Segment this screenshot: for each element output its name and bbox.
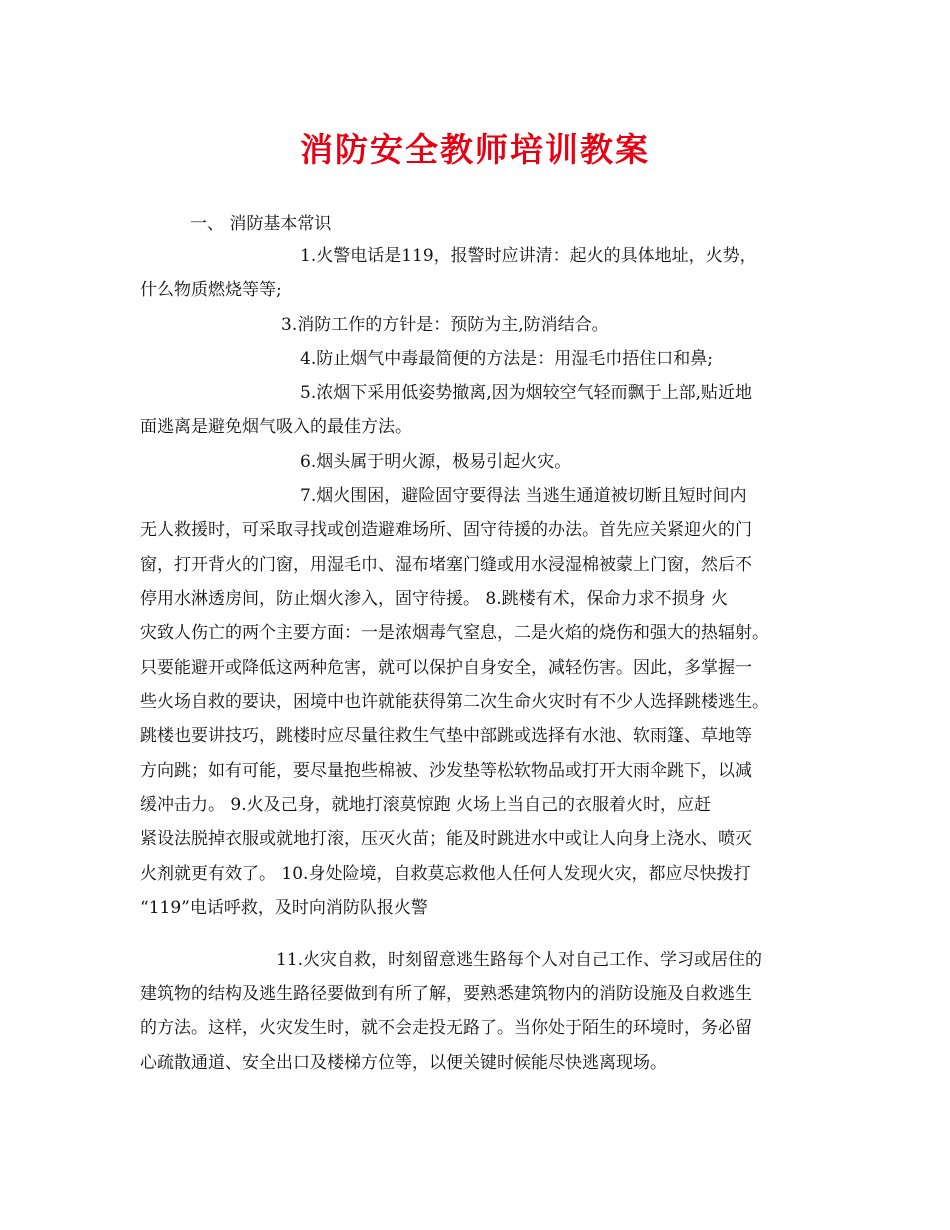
- section-heading: 一、 消防基本常识: [190, 214, 332, 234]
- paragraph-line: 些火场自救的要诀，困境中也许就能获得第二次生命火灾时有不少人选择跳楼逃生。: [140, 692, 769, 712]
- paragraph-line: 心疏散通道、安全出口及楼梯方位等，以便关键时候能尽快逃离现场。: [140, 1053, 667, 1073]
- paragraph-line: 7.烟火围困，避险固守要得法 当逃生通道被切断且短时间内: [300, 486, 747, 506]
- paragraph-line: 的方法。这样，火灾发生时，就不会走投无路了。当你处于陌生的环境时，务必留: [140, 1018, 752, 1038]
- paragraph-line: 紧设法脱掉衣服或就地打滚，压灭火苗；能及时跳进水中或让人向身上浇水、喷灭: [140, 829, 752, 849]
- paragraph-line: 3.消防工作的方针是：预防为主,防消结合。: [281, 315, 609, 335]
- paragraph-line: “119”电话呼救，及时向消防队报火警: [140, 898, 428, 918]
- paragraph-line: 面逃离是避免烟气吸入的最佳方法。: [140, 417, 412, 437]
- paragraph-line: 火剂就更有效了。 10.身处险境，自救莫忘救他人任何人发现火灾，都应尽快拨打: [140, 864, 751, 884]
- document-title: 消防安全教师培训教案: [300, 130, 650, 169]
- paragraph-line: 灾致人伤亡的两个主要方面：一是浓烟毒气窒息，二是火焰的烧伤和强大的热辐射。: [140, 623, 769, 643]
- paragraph-line: 11.火灾自救，时刻留意逃生路每个人对自己工作、学习或居住的: [276, 950, 763, 970]
- paragraph-line: 窗，打开背火的门窗，用湿毛巾、湿布堵塞门缝或用水浸湿棉被蒙上门窗，然后不: [140, 555, 752, 575]
- paragraph-line: 无人救援时，可采取寻找或创造避难场所、固守待援的办法。首先应关紧迎火的门: [140, 520, 752, 540]
- paragraph-line: 6.烟头属于明火源，极易引起火灾。: [300, 452, 572, 472]
- paragraph-line: 建筑物的结构及逃生路径要做到有所了解，要熟悉建筑物内的消防设施及自救逃生: [140, 984, 752, 1004]
- paragraph-line: 只要能避开或降低这两种危害，就可以保护自身安全，减轻伤害。因此，多掌握一: [140, 658, 752, 678]
- paragraph-line: 方向跳；如有可能，要尽量抱些棉被、沙发垫等松软物品或打开大雨伞跳下，以减: [140, 761, 752, 781]
- paragraph-line: 1.火警电话是119，报警时应讲清：起火的具体地址，火势，: [300, 246, 757, 266]
- paragraph-line: 什么物质燃烧等等;: [140, 280, 282, 300]
- paragraph-line: 缓冲击力。 9.火及己身，就地打滚莫惊跑 火场上当自己的衣服着火时，应赶: [140, 795, 712, 815]
- paragraph-line: 5.浓烟下采用低姿势撤离,因为烟较空气轻而飘于上部,贴近地: [300, 383, 753, 403]
- paragraph-line: 跳楼也要讲技巧，跳楼时应尽量往救生气垫中部跳或选择有水池、软雨篷、草地等: [140, 726, 752, 746]
- paragraph-line: 停用水淋透房间，防止烟火渗入，固守待援。 8.跳楼有术，保命力求不损身 火: [140, 589, 729, 609]
- paragraph-line: 4.防止烟气中毒最简便的方法是：用湿毛巾捂住口和鼻;: [300, 349, 713, 369]
